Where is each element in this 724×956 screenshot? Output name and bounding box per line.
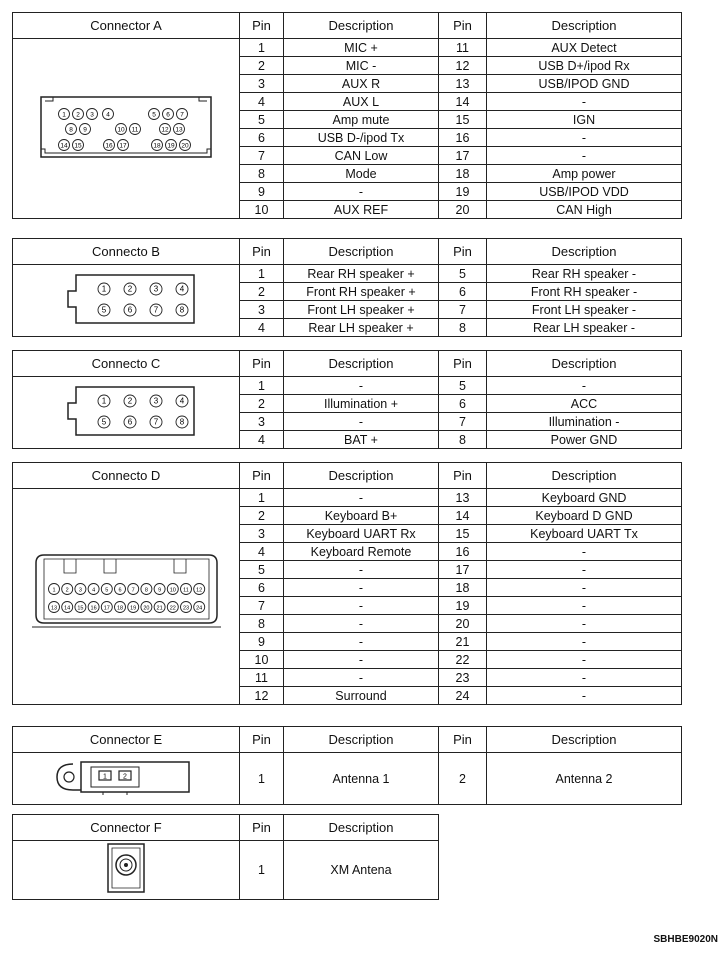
pin-number: 18 [439, 165, 487, 183]
connector-c-diagram-cell [13, 377, 240, 449]
pin-number: 1 [240, 489, 284, 507]
pin-number: 1 [240, 39, 284, 57]
pin-number: 18 [439, 579, 487, 597]
connector-e-title: Connector E [13, 727, 240, 753]
pin-label: 11 [182, 586, 189, 593]
pin-label: 16 [90, 604, 97, 611]
connector-e-diagram-cell [13, 753, 240, 805]
pin-number: 16 [439, 543, 487, 561]
pin-number: 3 [240, 75, 284, 93]
pin-number: 23 [439, 669, 487, 687]
pin-description: - [284, 561, 439, 579]
connector-b-diagram-cell [13, 265, 240, 337]
pin-label: 4 [179, 284, 185, 294]
pin-label: 14 [60, 141, 68, 149]
pin-description: - [284, 651, 439, 669]
pin-description: - [284, 413, 439, 431]
description-header: Description [284, 463, 439, 489]
connector-f-title: Connector F [13, 815, 240, 841]
pin-description: XM Antena [284, 841, 439, 900]
pin-number: 19 [439, 183, 487, 201]
pin-number: 14 [439, 507, 487, 525]
connector-d-diagram [24, 545, 229, 645]
pin-description: USB D+/ipod Rx [487, 57, 682, 75]
pin-label: 5 [101, 417, 107, 427]
pin-header: Pin [240, 13, 284, 39]
pin-label: 4 [106, 110, 110, 118]
pin-description: USB D-/ipod Tx [284, 129, 439, 147]
pin-label: 17 [103, 604, 110, 611]
pin-label: 9 [83, 125, 87, 133]
pin-label: 7 [131, 586, 135, 593]
pin-header: Pin [240, 463, 284, 489]
pin-label: 2 [76, 110, 80, 118]
connector-d-table [12, 462, 682, 705]
pin-label: 23 [182, 604, 189, 611]
pin-label: 20 [181, 141, 189, 149]
description-header: Description [487, 351, 682, 377]
pin-number: 15 [439, 111, 487, 129]
pin-description: - [487, 147, 682, 165]
pin-description: - [487, 615, 682, 633]
connector-f-table [12, 814, 439, 900]
connector-b-diagram [46, 267, 206, 331]
pin-number: 5 [439, 377, 487, 395]
pin-description: Surround [284, 687, 439, 705]
pin-label: 11 [131, 125, 139, 133]
pin-description: Front LH speaker + [284, 301, 439, 319]
description-header: Description [487, 727, 682, 753]
pin-description: Keyboard GND [487, 489, 682, 507]
pin-description: Front RH speaker - [487, 283, 682, 301]
pin-number: 7 [439, 413, 487, 431]
pin-header: Pin [240, 815, 284, 841]
pin-description: - [284, 183, 439, 201]
connector-c-title: Connecto C [13, 351, 240, 377]
pin-label: 8 [144, 586, 148, 593]
pin-label: 24 [195, 604, 202, 611]
pin-label: 3 [78, 586, 82, 593]
pin-number: 3 [240, 301, 284, 319]
pin-description: CAN High [487, 201, 682, 219]
pin-description: - [284, 489, 439, 507]
pin-number: 13 [439, 75, 487, 93]
pin-description: - [487, 377, 682, 395]
pin-description: Rear LH speaker - [487, 319, 682, 337]
pin-description: Keyboard UART Rx [284, 525, 439, 543]
connector-b-title: Connecto B [13, 239, 240, 265]
pin-number: 2 [240, 395, 284, 413]
pin-label: 15 [74, 141, 82, 149]
pin-number: 8 [240, 615, 284, 633]
pin-header: Pin [439, 13, 487, 39]
pin-number: 8 [439, 431, 487, 449]
pin-description: AUX R [284, 75, 439, 93]
pin-label: 20 [142, 604, 149, 611]
pin-description: IGN [487, 111, 682, 129]
connector-a-table [12, 12, 682, 219]
pin-number: 1 [240, 377, 284, 395]
pin-label: 10 [169, 586, 176, 593]
pin-label: 14 [63, 604, 70, 611]
pin-number: 10 [240, 651, 284, 669]
pin-label: 1 [51, 586, 56, 593]
pin-description: Illumination + [284, 395, 439, 413]
pin-number: 6 [439, 283, 487, 301]
pin-description: Keyboard B+ [284, 507, 439, 525]
pin-number: 24 [439, 687, 487, 705]
pin-label: 7 [153, 305, 159, 315]
pin-number: 5 [439, 265, 487, 283]
pin-label: 9 [157, 586, 161, 593]
pin-number: 9 [240, 633, 284, 651]
description-header: Description [487, 13, 682, 39]
pin-number: 8 [439, 319, 487, 337]
connector-f-diagram-cell [13, 841, 240, 900]
pin-label: 18 [116, 604, 123, 611]
pin-description: Mode [284, 165, 439, 183]
pin-label: 13 [50, 604, 57, 611]
connector-f-diagram [96, 841, 156, 895]
pin-header: Pin [439, 727, 487, 753]
pin-number: 1 [240, 841, 284, 900]
pin-label: 6 [166, 110, 170, 118]
pin-number: 2 [240, 507, 284, 525]
pin-label: 21 [156, 604, 163, 611]
pin-description: USB/IPOD GND [487, 75, 682, 93]
pin-description: MIC - [284, 57, 439, 75]
pin-label: 16 [105, 141, 113, 149]
pin-description: Front RH speaker + [284, 283, 439, 301]
pin-number: 4 [240, 543, 284, 561]
pin-number: 4 [240, 93, 284, 111]
pin-description: Amp mute [284, 111, 439, 129]
pin-label: 8 [179, 305, 185, 315]
figure-code: SBHBE9020N [653, 934, 718, 945]
pin-description: Power GND [487, 431, 682, 449]
pin-number: 19 [439, 597, 487, 615]
pin-number: 4 [240, 319, 284, 337]
pin-label: 1 [103, 773, 107, 780]
pin-description: Rear RH speaker - [487, 265, 682, 283]
pin-description: AUX Detect [487, 39, 682, 57]
connector-d-diagram-cell [13, 489, 240, 705]
pin-number: 6 [240, 129, 284, 147]
pin-number: 5 [240, 111, 284, 129]
pin-description: AUX L [284, 93, 439, 111]
pin-number: 3 [240, 525, 284, 543]
pin-description: - [284, 615, 439, 633]
pin-label: 5 [101, 305, 107, 315]
connector-d-title: Connecto D [13, 463, 240, 489]
pin-label: 5 [104, 586, 108, 593]
pin-label: 13 [175, 125, 183, 133]
pin-description: Keyboard Remote [284, 543, 439, 561]
pin-description: - [284, 377, 439, 395]
pin-number: 1 [240, 753, 284, 805]
pin-description: - [487, 687, 682, 705]
pin-number: 11 [439, 39, 487, 57]
pin-label: 10 [117, 125, 125, 133]
description-header: Description [487, 239, 682, 265]
pin-description: - [487, 561, 682, 579]
pin-description: Amp power [487, 165, 682, 183]
pin-header: Pin [240, 727, 284, 753]
pin-label: 4 [179, 396, 185, 406]
pin-description: Rear LH speaker + [284, 319, 439, 337]
pin-header: Pin [240, 351, 284, 377]
pin-description: - [487, 597, 682, 615]
description-header: Description [284, 239, 439, 265]
connector-e-table [12, 726, 682, 805]
pin-number: 2 [240, 57, 284, 75]
pin-description: Front LH speaker - [487, 301, 682, 319]
pin-number: 7 [240, 597, 284, 615]
pin-description: Rear RH speaker + [284, 265, 439, 283]
pin-number: 20 [439, 615, 487, 633]
pin-number: 7 [240, 147, 284, 165]
pin-description: - [487, 543, 682, 561]
pin-number: 11 [240, 669, 284, 687]
description-header: Description [284, 13, 439, 39]
pin-number: 22 [439, 651, 487, 669]
pin-label: 3 [153, 284, 159, 294]
pin-description: MIC + [284, 39, 439, 57]
pin-description: - [487, 669, 682, 687]
description-header: Description [487, 463, 682, 489]
pin-label: 3 [153, 396, 159, 406]
pin-number: 7 [439, 301, 487, 319]
pin-description: - [487, 129, 682, 147]
connector-a-title: Connector A [13, 13, 240, 39]
pin-label: 7 [180, 110, 184, 118]
pin-label: 8 [179, 417, 185, 427]
pin-label: 1 [62, 110, 66, 118]
pin-number: 8 [240, 165, 284, 183]
pin-label: 19 [167, 141, 175, 149]
pin-description: Keyboard D GND [487, 507, 682, 525]
pin-label: 7 [153, 417, 159, 427]
pin-header: Pin [439, 463, 487, 489]
pin-description: USB/IPOD VDD [487, 183, 682, 201]
pin-number: 4 [240, 431, 284, 449]
pin-number: 6 [240, 579, 284, 597]
pin-description: - [284, 669, 439, 687]
pin-description: AUX REF [284, 201, 439, 219]
description-header: Description [284, 815, 439, 841]
connector-e-diagram [51, 754, 201, 800]
pin-label: 15 [76, 604, 83, 611]
pin-label: 17 [119, 141, 127, 149]
pin-description: - [487, 579, 682, 597]
pin-label: 12 [195, 586, 202, 593]
pin-number: 21 [439, 633, 487, 651]
pin-description: - [487, 93, 682, 111]
pin-label: 5 [152, 110, 156, 118]
pin-label: 1 [101, 284, 107, 294]
pin-number: 2 [439, 753, 487, 805]
pin-description: - [284, 579, 439, 597]
pin-label: 3 [90, 110, 94, 118]
pin-number: 13 [439, 489, 487, 507]
pin-description: - [487, 633, 682, 651]
pin-description: Antenna 2 [487, 753, 682, 805]
pin-header: Pin [439, 239, 487, 265]
connector-b-table [12, 238, 682, 337]
pin-label: 6 [127, 417, 133, 427]
pin-description: - [284, 633, 439, 651]
pin-label: 8 [69, 125, 73, 133]
pin-label: 6 [127, 305, 133, 315]
pin-number: 12 [439, 57, 487, 75]
pin-label: 2 [123, 773, 127, 780]
pin-label: 22 [169, 604, 176, 611]
pin-number: 10 [240, 201, 284, 219]
pin-number: 14 [439, 93, 487, 111]
pin-number: 2 [240, 283, 284, 301]
pin-description: - [284, 597, 439, 615]
connector-c-diagram [46, 379, 206, 443]
pin-label: 12 [161, 125, 169, 133]
connector-a-diagram [31, 87, 221, 167]
pin-label: 6 [117, 586, 122, 593]
pin-description: BAT + [284, 431, 439, 449]
pin-number: 17 [439, 147, 487, 165]
pin-description: ACC [487, 395, 682, 413]
pin-description: Keyboard UART Tx [487, 525, 682, 543]
pin-label: 2 [127, 396, 133, 406]
pin-number: 3 [240, 413, 284, 431]
pin-description: Illumination - [487, 413, 682, 431]
pin-number: 20 [439, 201, 487, 219]
pin-number: 12 [240, 687, 284, 705]
pin-label: 19 [129, 604, 136, 611]
pin-number: 5 [240, 561, 284, 579]
pin-number: 1 [240, 265, 284, 283]
pin-label: 1 [101, 396, 107, 406]
pin-number: 16 [439, 129, 487, 147]
pin-label: 4 [91, 586, 95, 593]
pin-description: Antenna 1 [284, 753, 439, 805]
description-header: Description [284, 351, 439, 377]
pin-header: Pin [439, 351, 487, 377]
description-header: Description [284, 727, 439, 753]
pin-description: - [487, 651, 682, 669]
pin-label: 2 [127, 284, 133, 294]
pin-header: Pin [240, 239, 284, 265]
connector-a-diagram-cell [13, 39, 240, 219]
pin-label: 18 [153, 141, 161, 149]
connector-c-table [12, 350, 682, 449]
pin-number: 17 [439, 561, 487, 579]
pin-label: 2 [65, 586, 69, 593]
pin-description: CAN Low [284, 147, 439, 165]
pin-number: 9 [240, 183, 284, 201]
pin-number: 6 [439, 395, 487, 413]
pin-number: 15 [439, 525, 487, 543]
